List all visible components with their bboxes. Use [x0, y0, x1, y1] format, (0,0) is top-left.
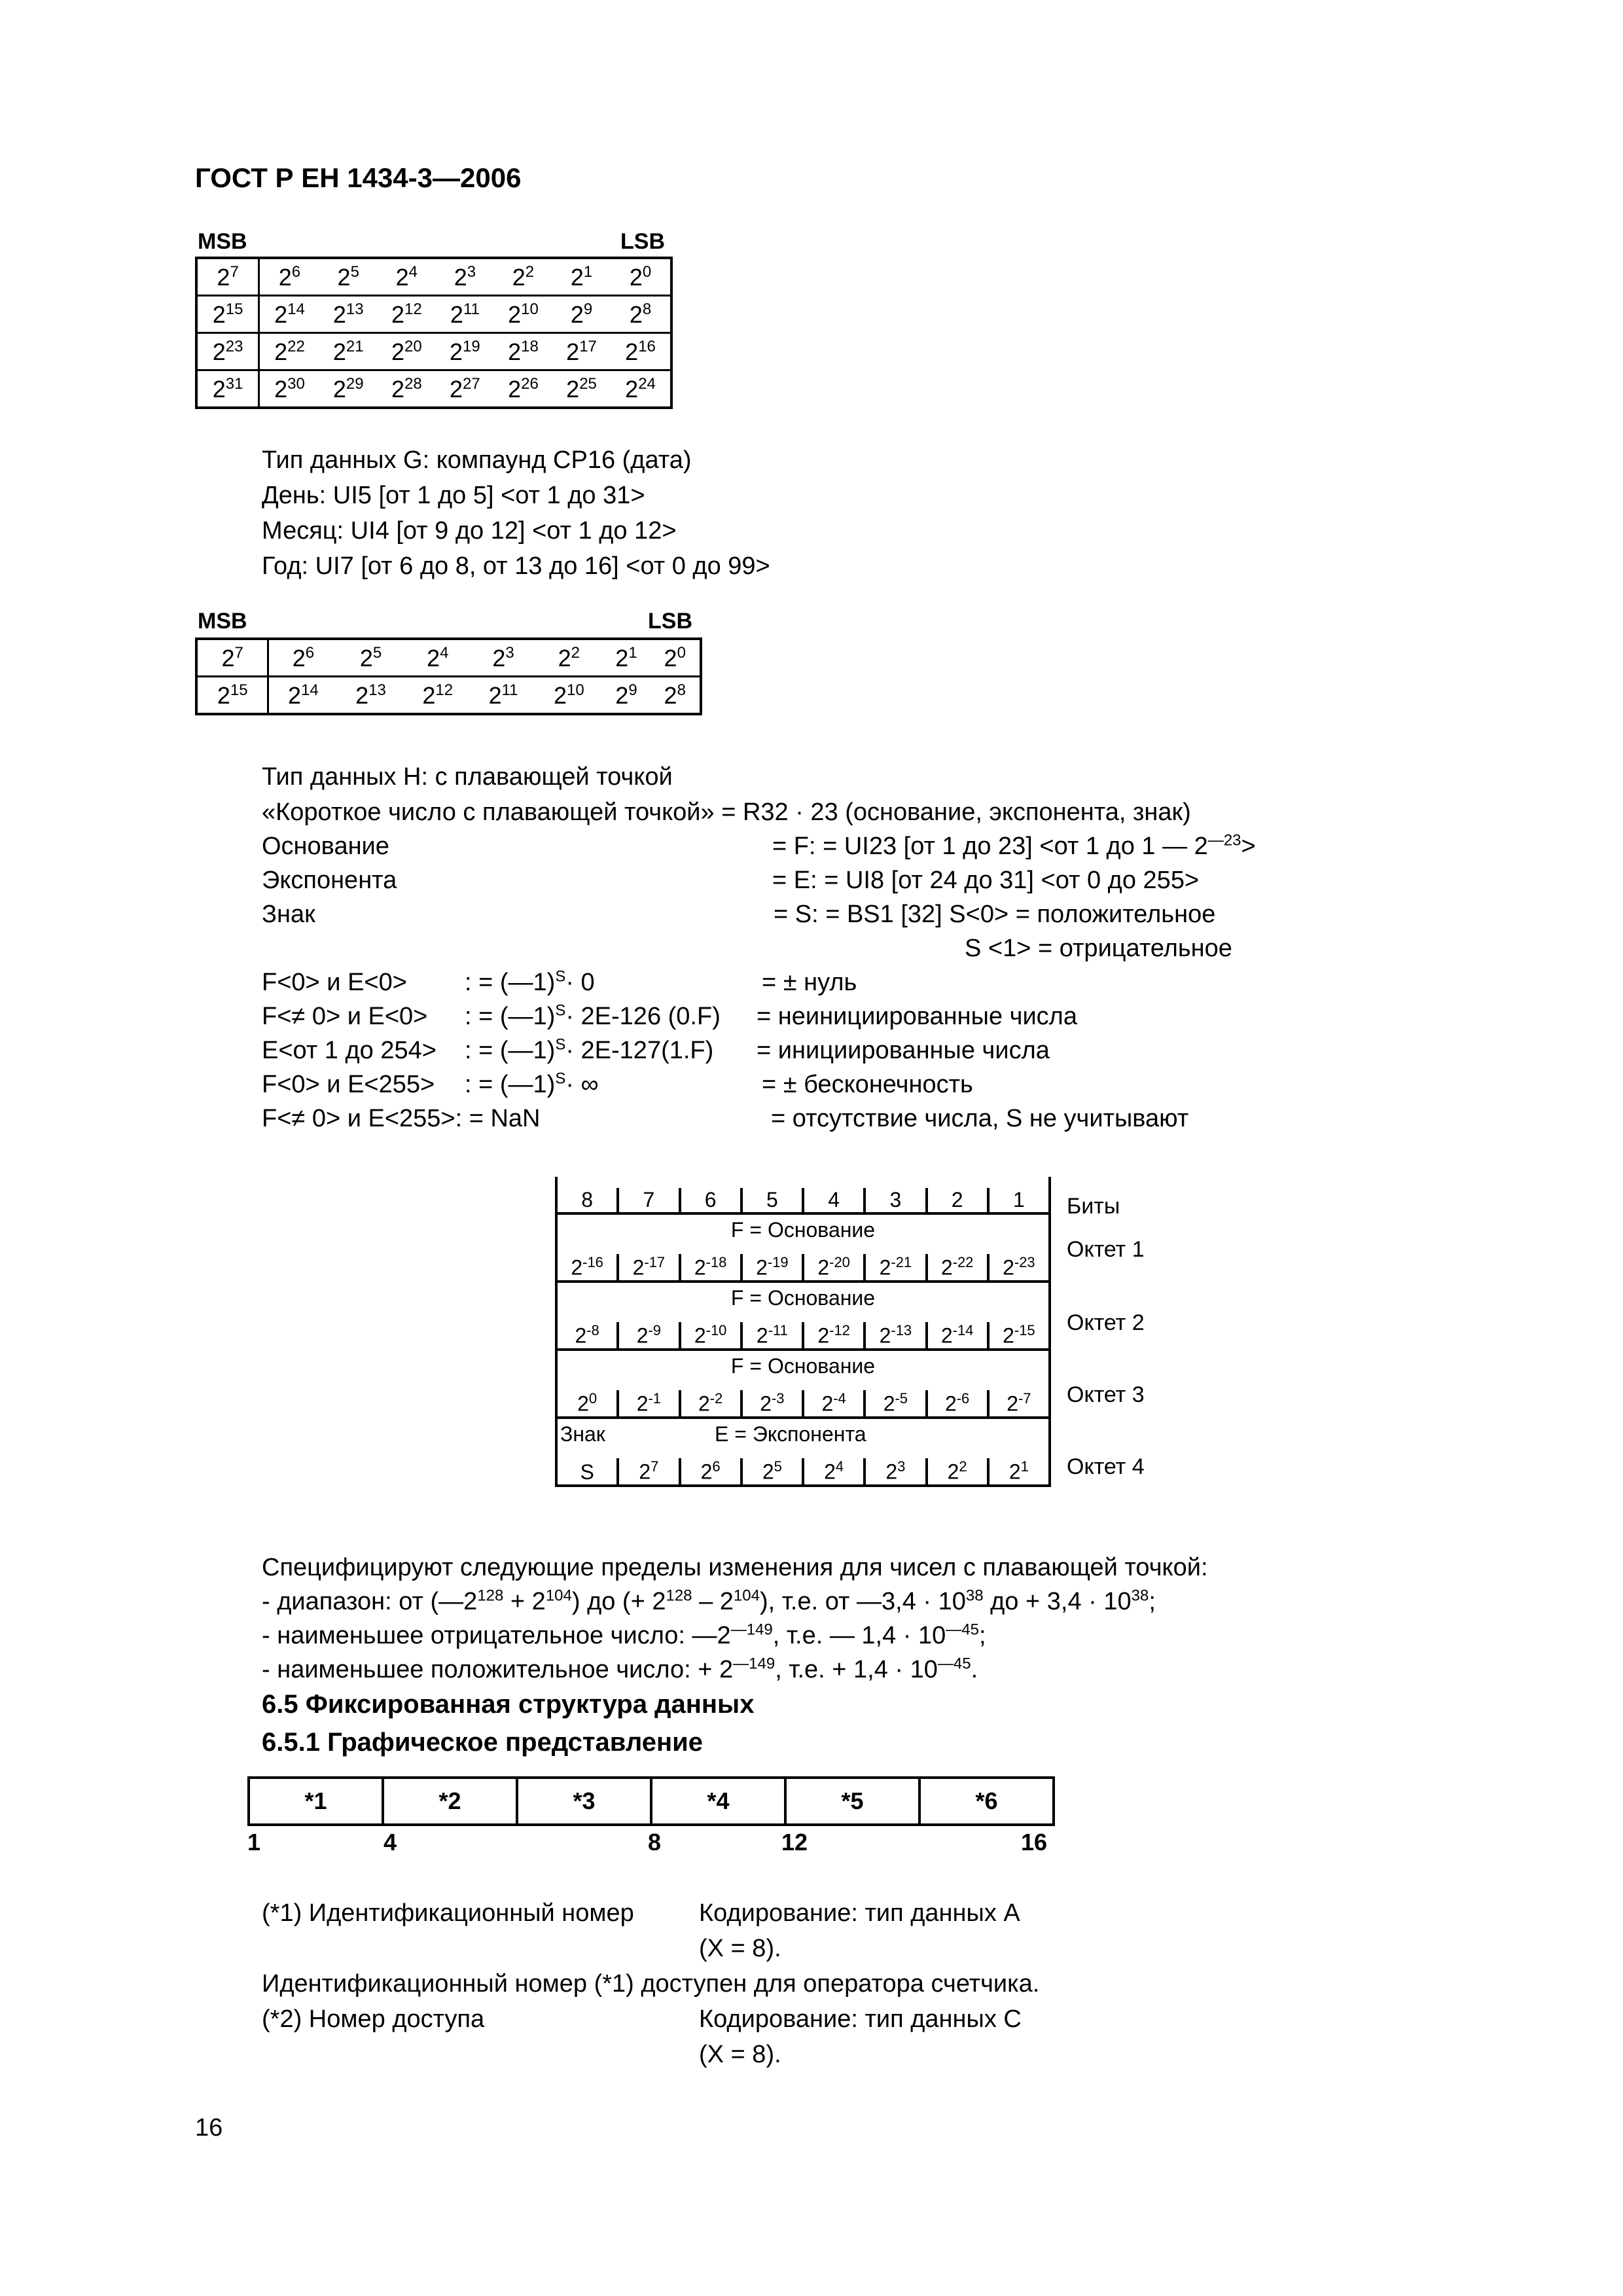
mantissa-definition: = F: = UI23 [от 1 до 23] <от 1 до 1 — $2^{—23}>$: [772, 831, 1256, 860]
bit-weight-cell: $2^{12}$: [404, 677, 471, 715]
bit-weight-cell: $2^{23}$: [196, 333, 259, 370]
case-condition: E<от 1 до 254>: [262, 1037, 437, 1064]
octet-diagram: [555, 1177, 1051, 1487]
octet-weight-cell: $2^0$: [577, 1390, 597, 1416]
bits-row: [196, 677, 701, 715]
note-2-label: (*2) Номер доступа: [262, 2005, 485, 2033]
bit-weight-cell: $2^0$: [664, 643, 686, 672]
bit-weight-cell: $2^2$: [512, 262, 535, 291]
bit-weight-cell: $2^{20}$: [378, 333, 436, 370]
octet-weight-cell: $2^{-8}$: [575, 1322, 599, 1348]
octet-3-label: Октет 3: [1067, 1382, 1145, 1407]
bit-weight-cell: $2^{25}$: [552, 370, 611, 408]
bits-row: [196, 639, 701, 677]
bit-weight-cell: $2^4$: [395, 262, 418, 291]
fixed-cell: *6: [919, 1778, 1054, 1825]
bit-weight-cell: $2^{19}$: [436, 333, 494, 370]
bits-row: [196, 258, 671, 296]
bit-weight-cell: $2^{10}$: [494, 296, 552, 333]
bits-table-32: [195, 257, 673, 409]
bit-weight-cell: $2^{29}$: [319, 370, 378, 408]
case-formula: : = (—1)$^S$· 2E-126 (0.F): [465, 1001, 721, 1030]
bit-weight-cell: $2^8$: [611, 296, 671, 333]
mantissa-caption: F = Основание: [730, 1286, 876, 1310]
bit-weight-cell: $2^{15}$: [196, 296, 259, 333]
bit-number-cell: 2: [925, 1188, 987, 1212]
octet-2-row: [558, 1313, 1048, 1351]
bit-weight-cell: $2^{10}$: [535, 677, 602, 715]
octet-1-row: [558, 1245, 1048, 1283]
mantissa-label: Основание: [262, 833, 389, 860]
scale-mark: 8: [648, 1829, 662, 1856]
mantissa-caption: F = Основание: [730, 1354, 876, 1378]
bit-weight-cell: $2^{21}$: [319, 333, 378, 370]
bit-weight-cell: $2^{28}$: [378, 370, 436, 408]
document-header: ГОСТ Р ЕН 1434-3—2006: [195, 162, 522, 193]
bits-label: Биты: [1067, 1194, 1120, 1219]
bit-weight-cell: $2^7$: [196, 258, 259, 296]
exponent-label: Экспонента: [262, 867, 397, 894]
octet-weight-cell: $2^{-17}$: [616, 1254, 678, 1280]
bit-weight-cell: $2^0$: [629, 262, 652, 291]
sign-label: Знак: [262, 901, 315, 928]
fixed-cell: *4: [651, 1778, 785, 1825]
bit-weight-cell: $2^1$: [570, 262, 593, 291]
bit-number-cell: 4: [802, 1188, 863, 1212]
limits-range: - диапазон: от $(—2^{128} + 2^{104})$ до (+ $2^{128} - 2^{104}$), т.е. от —3,4 · $10^{38}$ до + $3,4 \cdot 10^{38}$;: [262, 1587, 1156, 1615]
bit-weight-cell: $2^{31}$: [196, 370, 259, 408]
bit-weight-cell: $2^5$: [337, 262, 359, 291]
bit-weight-cell: $2^{27}$: [436, 370, 494, 408]
bit-weight-cell: $2^{11}$: [471, 677, 535, 715]
octet-bits-row: [558, 1177, 1048, 1215]
fixed-cell: *3: [517, 1778, 651, 1825]
limits-negative: - наименьшее отрицательное число: $—2^{—149}$, т.е. — $1,4 \cdot 10^{—45}$;: [262, 1621, 986, 1649]
bit-weight-cell: $2^4$: [427, 643, 449, 672]
octet-weight-cell: $2^{-12}$: [802, 1322, 863, 1348]
octet-weight-cell: $2^6$: [679, 1458, 740, 1484]
octet-weight-cell: $2^{-5}$: [863, 1390, 925, 1416]
note-1-x: (X = 8).: [699, 1935, 781, 1962]
sign-definition: = S: = BS1 [32] S<0> = положительное: [774, 901, 1216, 928]
bit-weight-cell: $2^6$: [292, 643, 315, 672]
octet-2-label: Октет 2: [1067, 1310, 1145, 1335]
lsb-label: LSB: [620, 229, 665, 254]
bit-weight-cell: $2^9$: [602, 677, 650, 715]
case-formula: : = (—1)$^S$· 2E-127(1.F): [465, 1035, 714, 1064]
octet-weight-cell: $2^{-6}$: [925, 1390, 987, 1416]
bit-weight-cell: $2^{16}$: [611, 333, 671, 370]
bit-number-cell: 1: [987, 1188, 1048, 1212]
bit-weight-cell: $2^1$: [615, 643, 637, 672]
bit-weight-cell: $2^{11}$: [436, 296, 494, 333]
bit-weight-cell: $2^9$: [552, 296, 611, 333]
bit-weight-cell: $2^{14}$: [268, 677, 338, 715]
octet-weight-cell: $2^{-19}$: [740, 1254, 802, 1280]
octet-weight-cell: $2^{-2}$: [679, 1390, 740, 1416]
bit-weight-cell: $2^{22}$: [259, 333, 319, 370]
type-h-short-float: «Короткое число с плавающей точкой» = R32 · 23 (основание, экспонента, знак): [262, 798, 1191, 826]
octet-weight-cell: $2^3$: [863, 1458, 925, 1484]
scale-mark: 4: [383, 1829, 397, 1856]
type-g-title: Тип данных G: компаунд CP16 (дата): [262, 446, 692, 474]
bit-weight-cell: $2^{13}$: [319, 296, 378, 333]
type-g-year: Год: UI7 [от 6 до 8, от 13 до 16] <от 0 до 99>: [262, 552, 770, 580]
case-formula: : = (—1)$^S$· ∞: [465, 1069, 599, 1098]
octet-weight-cell: $2^{-16}$: [571, 1254, 603, 1280]
case-condition: F<0> и E<255>: [262, 1071, 435, 1098]
octet-weight-cell: $2^7$: [616, 1458, 678, 1484]
case-result: = ± нуль: [762, 969, 857, 996]
case-result: = ± бесконечность: [762, 1071, 973, 1098]
bit-weight-cell: $2^{12}$: [378, 296, 436, 333]
octet-weight-cell: $2^{-20}$: [802, 1254, 863, 1280]
octet-weight-cell: $2^{-1}$: [616, 1390, 678, 1416]
sign-exponent-caption: Знак E = Экспонента: [560, 1422, 866, 1446]
note-2-coding: Кодирование: тип данных С: [699, 2005, 1022, 2033]
bit-weight-cell: $2^5$: [359, 643, 382, 672]
mantissa-caption: F = Основание: [730, 1218, 876, 1242]
octet-weight-cell: $2^{-15}$: [987, 1322, 1048, 1348]
note-1-coding: Кодирование: тип данных А: [699, 1899, 1020, 1927]
octet-weight-cell: $2^2$: [925, 1458, 987, 1484]
octet-4-row: [558, 1449, 1048, 1487]
octet-1-label: Октет 1: [1067, 1237, 1145, 1262]
sign-definition-negative: S <1> = отрицательное: [965, 935, 1232, 962]
scale-mark: 12: [781, 1829, 808, 1856]
bit-weight-cell: $2^8$: [651, 677, 702, 715]
bit-number-cell: 3: [863, 1188, 925, 1212]
bit-weight-cell: $2^{15}$: [196, 677, 268, 715]
bit-weight-cell: $2^{30}$: [259, 370, 319, 408]
bit-weight-cell: $2^{17}$: [552, 333, 611, 370]
fixed-cell: *1: [249, 1778, 383, 1825]
scale-mark: 1: [247, 1829, 261, 1856]
octet-4-label: Октет 4: [1067, 1454, 1145, 1479]
bit-weight-cell: $2^{24}$: [611, 370, 671, 408]
bits-table-16: [195, 637, 702, 715]
limits-intro: Специфицируют следующие пределы изменения для чисел с плавающей точкой:: [262, 1554, 1208, 1581]
fixed-structure-table: [247, 1776, 1055, 1826]
bit-weight-cell: $2^{18}$: [494, 333, 552, 370]
page-number: 16: [195, 2114, 223, 2142]
bits-row: [196, 333, 671, 370]
case-result: = отсутствие числа, S не учитывают: [771, 1105, 1189, 1132]
octet-weight-cell: $2^{-11}$: [740, 1322, 802, 1348]
sign-bit-cell: S: [580, 1460, 594, 1484]
bit-weight-cell: $2^3$: [492, 643, 514, 672]
octet-weight-cell: $2^5$: [740, 1458, 802, 1484]
msb-label: MSB: [198, 609, 247, 634]
case-condition: F<≠ 0> и E<255>: = NaN: [262, 1105, 541, 1132]
octet-weight-cell: $2^{-18}$: [679, 1254, 740, 1280]
bit-weight-cell: $2^6$: [278, 262, 301, 291]
note-1-access: Идентификационный номер (*1) доступен для оператора счетчика.: [262, 1970, 1040, 1998]
type-g-day: День: UI5 [от 1 до 5] <от 1 до 31>: [262, 482, 645, 509]
octet-weight-cell: $2^{-14}$: [925, 1322, 987, 1348]
bit-number-cell: 6: [679, 1188, 740, 1212]
lsb-label: LSB: [648, 609, 692, 634]
fixed-cell: *5: [785, 1778, 919, 1825]
bit-weight-cell: $2^{13}$: [337, 677, 404, 715]
bit-weight-cell: $2^7$: [196, 639, 268, 677]
bits-row: [196, 370, 671, 408]
case-condition: F<≠ 0> и E<0>: [262, 1003, 428, 1030]
case-condition: F<0> и E<0>: [262, 969, 407, 996]
bit-number-cell: 5: [740, 1188, 802, 1212]
octet-weight-cell: $2^{-13}$: [863, 1322, 925, 1348]
octet-weight-cell: $2^{-21}$: [863, 1254, 925, 1280]
octet-weight-cell: $2^{-10}$: [679, 1322, 740, 1348]
octet-weight-cell: $2^{-9}$: [616, 1322, 678, 1348]
octet-weight-cell: $2^4$: [802, 1458, 863, 1484]
section-6-5-1-heading: 6.5.1 Графическое представление: [262, 1728, 703, 1757]
note-2-x: (X = 8).: [699, 2041, 781, 2068]
msb-label: MSB: [198, 229, 247, 254]
octet-weight-cell: $2^{-22}$: [925, 1254, 987, 1280]
fixed-cell: *2: [383, 1778, 517, 1825]
note-1-label: (*1) Идентификационный номер: [262, 1899, 634, 1927]
bits-row: [196, 296, 671, 333]
octet-weight-cell: $2^{-3}$: [740, 1390, 802, 1416]
exponent-definition: = E: = UI8 [от 24 до 31] <от 0 до 255>: [772, 867, 1200, 894]
octet-weight-cell: $2^{-4}$: [802, 1390, 863, 1416]
bit-number-cell: 7: [616, 1188, 678, 1212]
bit-weight-cell: $2^2$: [558, 643, 580, 672]
limits-positive: - наименьшее положительное число: + $2^{—149}$, т.е. + $1,4 \cdot 10^{—45}$.: [262, 1655, 978, 1683]
bit-weight-cell: $2^{14}$: [259, 296, 319, 333]
section-6-5-heading: 6.5 Фиксированная структура данных: [262, 1690, 755, 1719]
case-result: = инициированные числа: [757, 1037, 1050, 1064]
octet-3-row: [558, 1381, 1048, 1419]
bit-number-cell: 8: [581, 1188, 594, 1211]
bit-weight-cell: $2^3$: [454, 262, 476, 291]
type-g-month: Месяц: UI4 [от 9 до 12] <от 1 до 12>: [262, 517, 677, 545]
octet-weight-cell: $2^1$: [987, 1458, 1048, 1484]
octet-weight-cell: $2^{-7}$: [987, 1390, 1048, 1416]
octet-weight-cell: $2^{-23}$: [987, 1254, 1048, 1280]
case-formula: : = (—1)$^S$· 0: [465, 967, 595, 996]
scale-mark: 16: [1021, 1829, 1048, 1856]
case-result: = неинициированные числа: [757, 1003, 1077, 1030]
type-h-title: Тип данных H: с плавающей точкой: [262, 763, 673, 791]
bit-weight-cell: $2^{26}$: [494, 370, 552, 408]
